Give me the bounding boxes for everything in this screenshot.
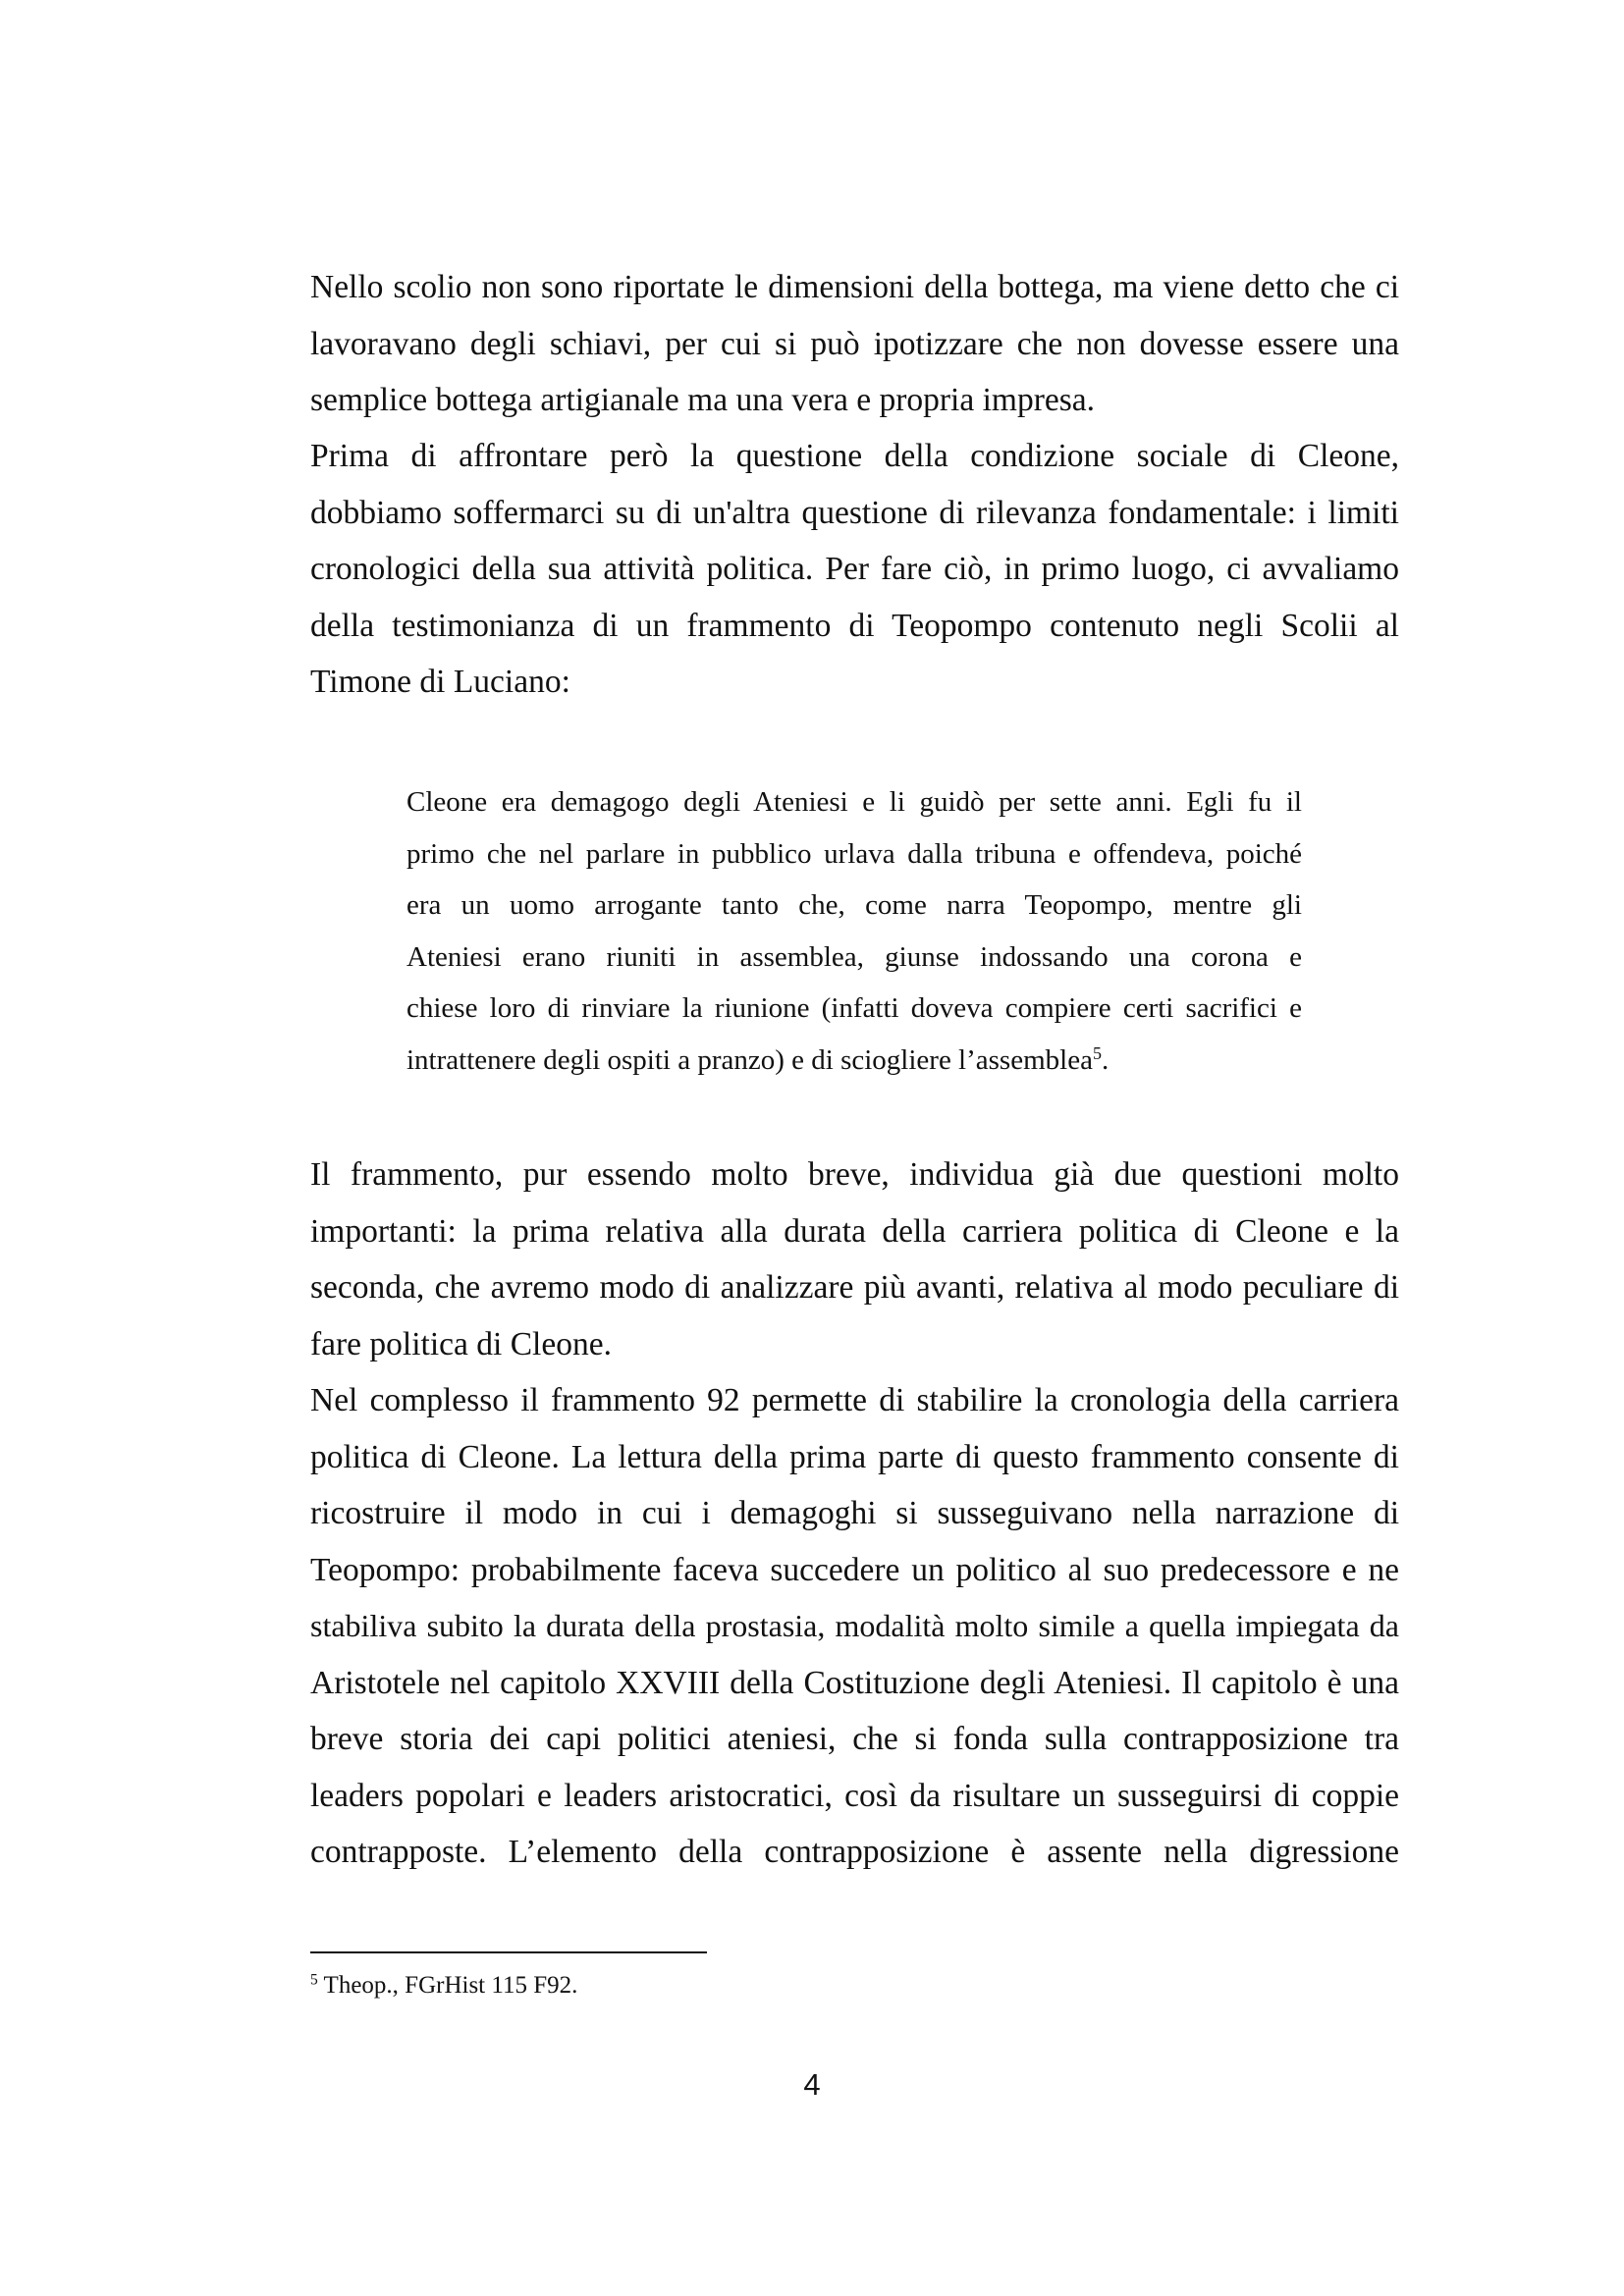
- text-line: Teopompo: probabilmente faceva succedere un politico al suo predecessore e ne: [310, 1551, 1399, 1588]
- text-line: politica di Cleone. La lettura della prima parte di questo frammento consente di: [310, 1438, 1399, 1475]
- quote-last-text: intrattenere degli ospiti a pranzo) e di sciogliere l’assemblea: [406, 1043, 1093, 1076]
- footnote: [310, 1969, 577, 2002]
- text-line: Nel complesso il frammento 92 permette di stabilire la cronologia della carriera: [310, 1382, 1399, 1418]
- text-line: stabiliva subito la durata della prostasia, modalità molto simile a quella impiegata da: [310, 1608, 1399, 1643]
- text-line: Prima di affrontare però la questione della condizione sociale di Cleone,: [310, 438, 1399, 474]
- quote-line: era un uomo arrogante tanto che, come narra Teopompo, mentre gli: [406, 889, 1302, 921]
- quote-line: primo che nel parlare in pubblico urlava dalla tribuna e offendeva, poiché: [406, 837, 1302, 870]
- text-line: contrapposte. L’elemento della contrapposizione è assente nella digressione: [310, 1834, 1399, 1870]
- footnote-reference[interactable]: 5: [1092, 1042, 1102, 1063]
- quote-line: chiese loro di rinviare la riunione (infatti doveva compiere certi sacrifici e: [406, 992, 1302, 1024]
- text-line: della testimonianza di un frammento di Teopompo contenuto negli Scolii al: [310, 607, 1399, 644]
- quote-end-punctuation: .: [1101, 1043, 1110, 1076]
- text-line: Aristotele nel capitolo XXVIII della Costituzione degli Ateniesi. Il capitolo è una: [310, 1664, 1399, 1701]
- text-line: dobbiamo soffermarci su di un'altra questione di rilevanza fondamentale: i limiti: [310, 494, 1399, 531]
- text-line: Il frammento, pur essendo molto breve, individua già due questioni molto: [310, 1156, 1399, 1193]
- text-line: cronologici della sua attività politica. Per fare ciò, in primo luogo, ci avvaliamo: [310, 551, 1399, 587]
- body-paragraph-2: [310, 428, 1399, 711]
- text-line: lavoravano degli schiavi, per cui si può ipotizzare che non dovesse essere una: [310, 325, 1399, 362]
- footnote-number: 5: [310, 1971, 318, 1989]
- quote-line: [406, 1035, 1302, 1087]
- body-paragraph-3: [310, 1147, 1399, 1372]
- quote-line: Ateniesi erano riuniti in assemblea, giunse indossando una corona e: [406, 940, 1302, 973]
- page-number: 4: [803, 2067, 821, 2102]
- text-line: seconda, che avremo modo di analizzare più avanti, relativa al modo peculiare di: [310, 1269, 1399, 1306]
- footnote-text: Theop., FGrHist 115 F92.: [317, 1972, 578, 1999]
- block-quote: [406, 776, 1302, 1086]
- body-paragraph-1: [310, 259, 1399, 429]
- footnote-separator: [310, 1951, 707, 1953]
- text-line: fare politica di Cleone.: [310, 1325, 612, 1362]
- text-line: ricostruire il modo in cui i demagoghi si susseguivano nella narrazione di: [310, 1495, 1399, 1531]
- quote-line: Cleone era demagogo degli Ateniesi e li guidò per sette anni. Egli fu il: [406, 786, 1302, 818]
- text-line: Timone di Luciano:: [310, 664, 570, 700]
- body-paragraph-4: [310, 1372, 1399, 1881]
- text-line: leaders popolari e leaders aristocratici, così da risultare un susseguirsi di coppie: [310, 1777, 1399, 1814]
- text-line: Nello scolio non sono riportate le dimensioni della bottega, ma viene detto che ci: [310, 269, 1399, 305]
- text-line: breve storia dei capi politici ateniesi, che si fonda sulla contrapposizione tra: [310, 1721, 1399, 1757]
- text-line: semplice bottega artigianale ma una vera e propria impresa.: [310, 382, 1095, 418]
- text-line: importanti: la prima relativa alla durata della carriera politica di Cleone e la: [310, 1212, 1399, 1250]
